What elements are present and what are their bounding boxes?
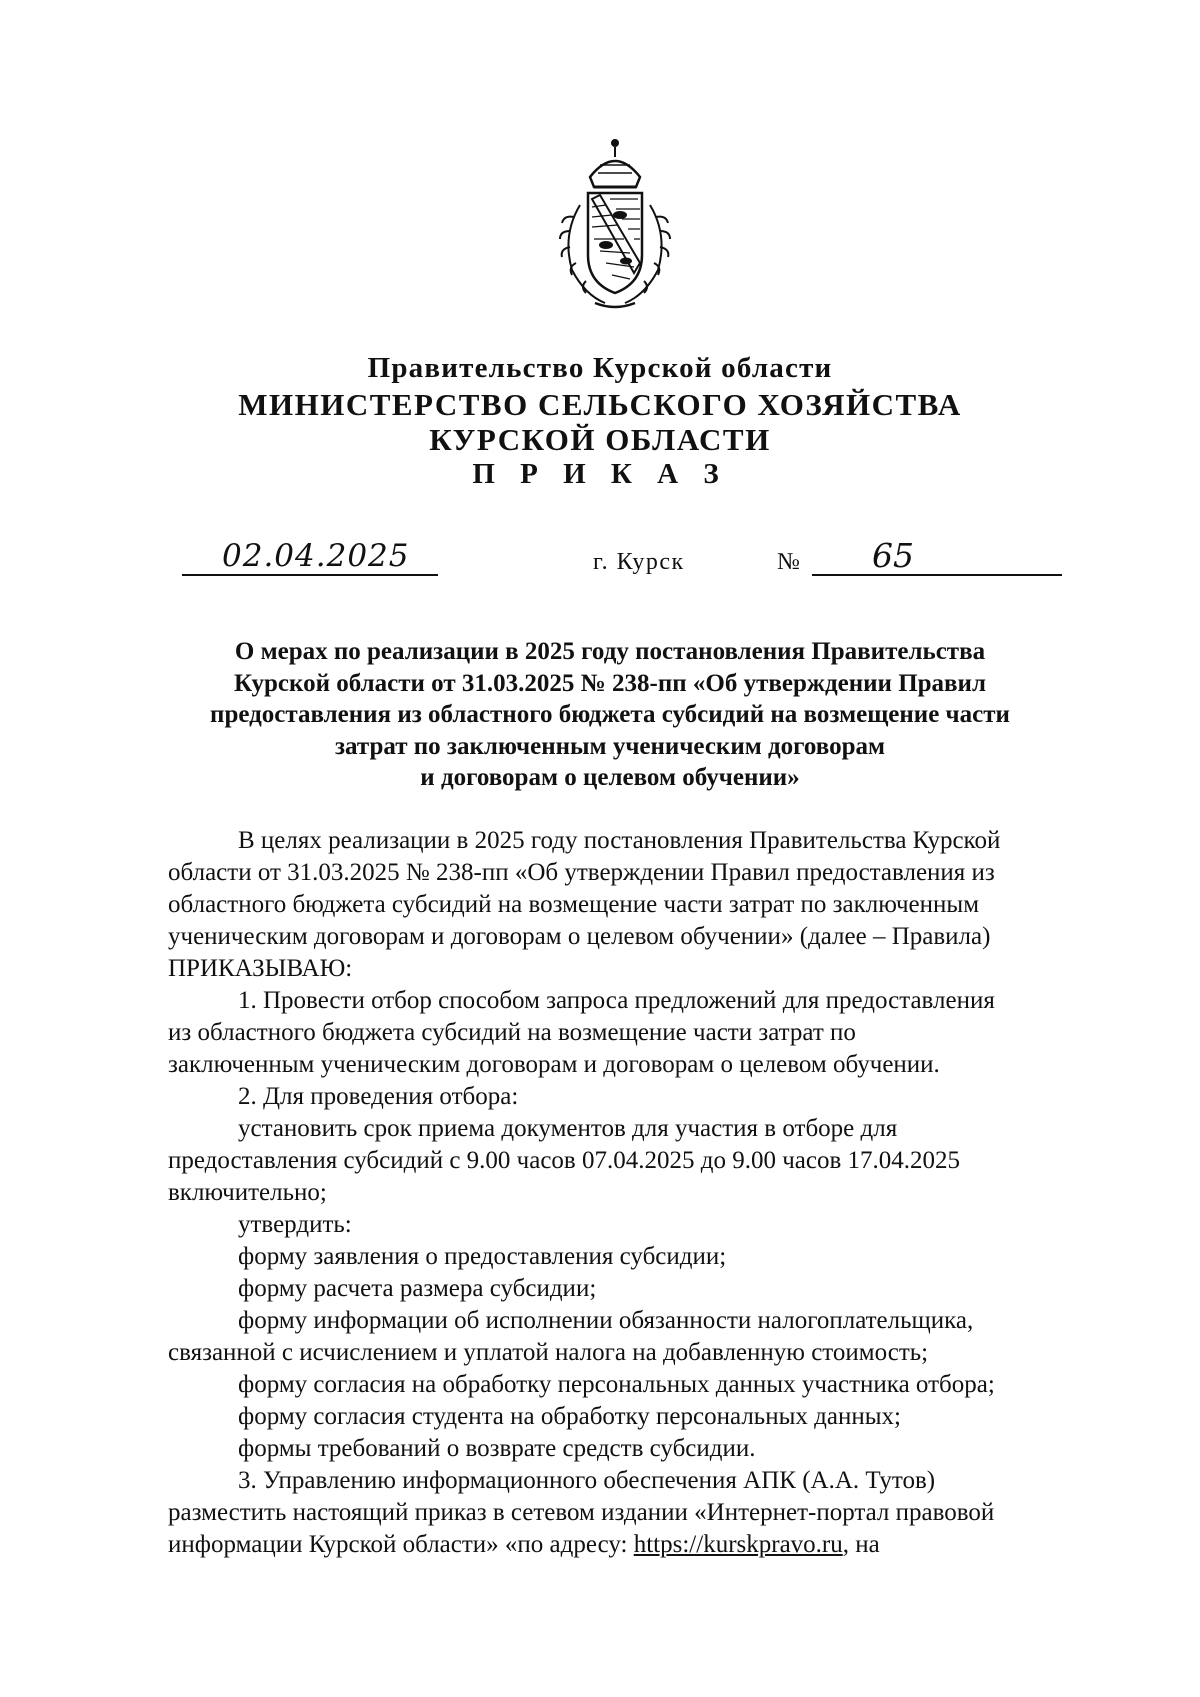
- form-item: форму расчета размера субсидии;: [238, 1275, 597, 1302]
- order-body: [168, 825, 1118, 1561]
- kurskpravo-link[interactable]: https://kurskpravo.ru: [633, 1531, 843, 1558]
- kursk-coat-of-arms-emblem: [550, 135, 680, 315]
- item-3-line: [168, 1529, 1118, 1561]
- handwritten-number: 65: [872, 536, 914, 575]
- city-label: г. Курск: [593, 549, 685, 575]
- item-1-line: 1. Провести отбор способом запроса предложений для предоставления: [238, 987, 995, 1014]
- item-2-line: установить срок приема документов для участия в отборе для: [238, 1115, 898, 1142]
- body-line: В целях реализации в 2025 году постановления Правительства Курской: [238, 827, 1001, 854]
- item-1-line: заключенным ученическим договорам и договорам о целевом обучении.: [168, 1051, 940, 1078]
- body-line: области от 31.03.2025 № 238-пп «Об утверждении Правил предоставления из: [168, 859, 995, 886]
- title-line: О мерах по реализации в 2025 году постановления Правительства: [234, 638, 986, 665]
- date-field: [182, 540, 438, 576]
- title-line: предоставления из областного бюджета субсидий на возмещение части: [210, 701, 1010, 728]
- item-3-text-end: , на: [842, 1531, 880, 1558]
- order-title: [150, 636, 1070, 794]
- item-1-line: из областного бюджета субсидий на возмещение части затрат по: [168, 1019, 856, 1046]
- approve-label: утвердить:: [238, 1211, 352, 1238]
- body-line: ПРИКАЗЫВАЮ:: [168, 955, 353, 982]
- item-2-heading: 2. Для проведения отбора:: [238, 1083, 519, 1110]
- handwritten-date: 02.04.2025: [222, 538, 410, 574]
- item-2-line: предоставления субсидий с 9.00 часов 07.04.2025 до 9.00 часов 17.04.2025: [168, 1147, 961, 1174]
- title-line: и договорам о целевом обучении»: [420, 764, 800, 791]
- government-name: Правительство Курской области: [367, 352, 833, 384]
- body-line: ученическим договорам и договорам о целевом обучении» (далее – Правила): [168, 923, 991, 950]
- number-sign: №: [777, 549, 800, 575]
- item-2-line: включительно;: [168, 1179, 327, 1206]
- body-line: областного бюджета субсидий на возмещение части затрат по заключенным: [168, 891, 980, 918]
- form-item: форму согласия студента на обработку персональных данных;: [238, 1403, 901, 1430]
- form-item: связанной с исчислением и уплатой налога на добавленную стоимость;: [168, 1339, 929, 1366]
- document-type: П Р И К А З: [472, 458, 728, 490]
- ministry-name-line1: МИНИСТЕРСТВО СЕЛЬСКОГО ХОЗЯЙСТВА: [238, 387, 962, 422]
- number-field: [812, 536, 1062, 576]
- item-3-text: информации Курской области» «по адресу:: [168, 1531, 628, 1558]
- item-3-line: разместить настоящий приказ в сетевом издании «Интернет-портал правовой: [168, 1499, 995, 1526]
- title-line: Курской области от 31.03.2025 № 238-пп «Об утверждении Правил: [234, 669, 986, 697]
- form-item: форму заявления о предоставления субсидии;: [238, 1243, 727, 1270]
- title-line: затрат по заключенным ученическим договорам: [334, 732, 886, 760]
- ministry-name-line2: КУРСКОЙ ОБЛАСТИ: [429, 422, 771, 457]
- form-item: формы требований о возврате средств субсидии.: [238, 1435, 756, 1462]
- item-3-line: 3. Управлению информационного обеспечения АПК (А.А. Тутов): [238, 1467, 936, 1494]
- form-item: форму информации об исполнении обязанности налогоплательщика,: [238, 1307, 974, 1334]
- form-item: форму согласия на обработку персональных данных участника отбора;: [238, 1371, 995, 1398]
